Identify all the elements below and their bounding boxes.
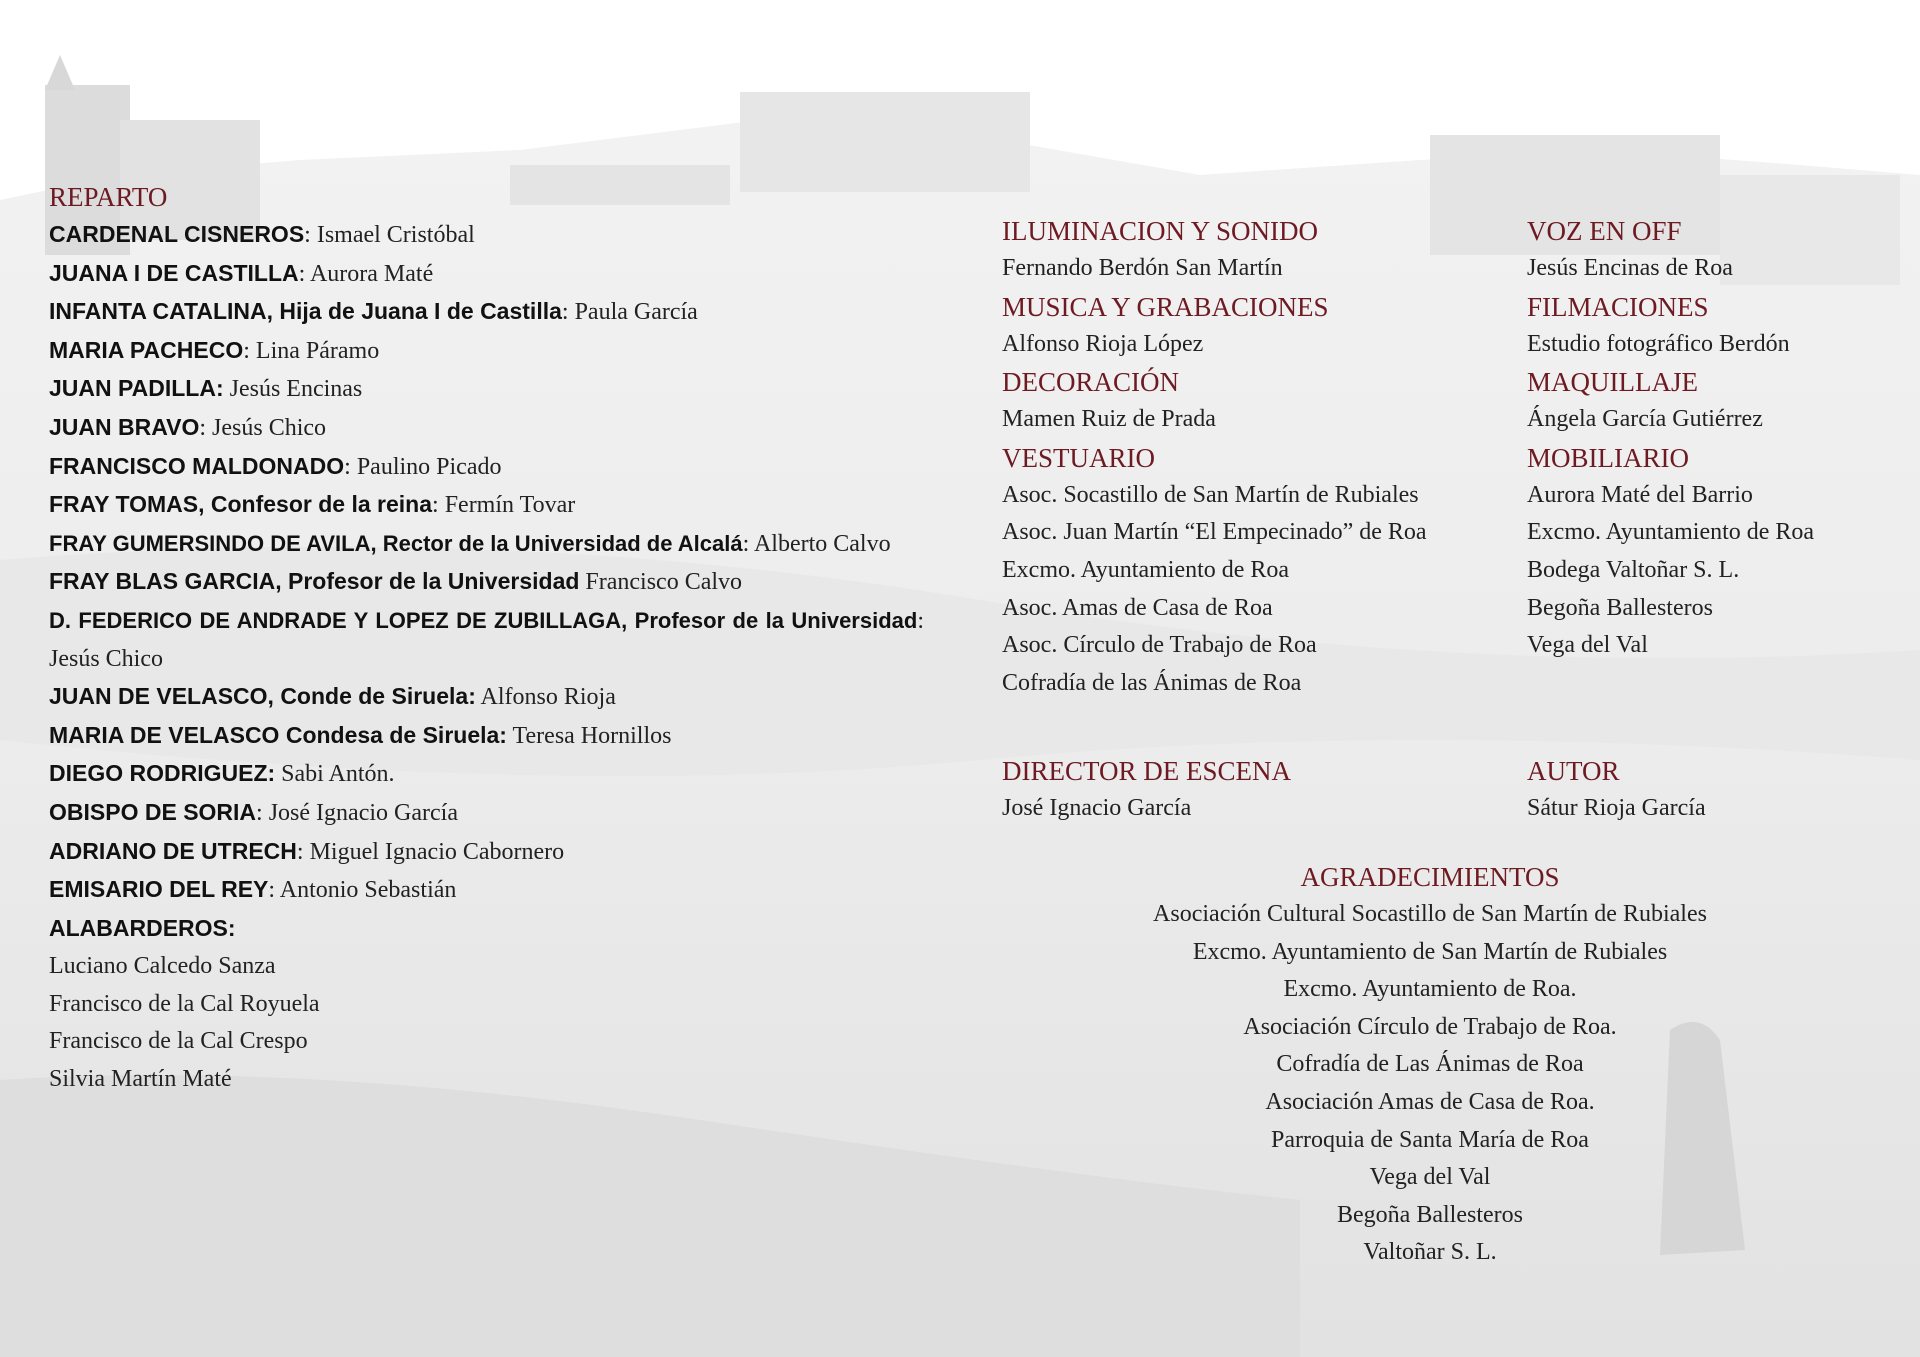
credit-line: Ángela García Gutiérrez <box>1527 406 1763 433</box>
director-heading: DIRECTOR DE ESCENA <box>1002 756 1292 786</box>
section-heading: FILMACIONES <box>1527 291 1709 322</box>
credits-right-column <box>1527 212 1907 665</box>
credit-line: Asoc. Círculo de Trabajo de Roa <box>1002 632 1317 659</box>
credit-line: Cofradía de las Ánimas de Roa <box>1002 669 1302 696</box>
agradecimiento-line: Valtoñar S. L. <box>1363 1239 1497 1266</box>
section-heading: MUSICA Y GRABACIONES <box>1002 291 1329 322</box>
cast-line: ADRIANO DE UTRECH: Miguel Ignacio Cabornero <box>49 837 565 865</box>
cast-line: JUAN PADILLA: Jesús Encinas <box>49 375 363 403</box>
credit-line: Aurora Maté del Barrio <box>1527 481 1753 508</box>
agradecimiento-line: Parroquia de Santa María de Roa <box>1271 1126 1589 1153</box>
agradecimientos-heading: AGRADECIMIENTOS <box>1300 862 1560 892</box>
reparto-column <box>49 178 929 1099</box>
alabardero-name: Francisco de la Cal Crespo <box>49 1028 308 1055</box>
cast-line: MARIA DE VELASCO Condesa de Siruela: Teresa Hornillos <box>49 721 672 749</box>
agradecimiento-line: Excmo. Ayuntamiento de Roa. <box>1283 976 1577 1003</box>
credits-middle-column <box>1002 212 1502 702</box>
agradecimiento-line: Vega del Val <box>1369 1164 1491 1191</box>
section-heading: MAQUILLAJE <box>1527 367 1698 398</box>
agradecimiento-line: Cofradía de Las Ánimas de Roa <box>1276 1051 1584 1078</box>
cast-line: JUANA I DE CASTILLA: Aurora Maté <box>49 259 434 287</box>
agradecimiento-line: Asociación Cultural Socastillo de San Martín de Rubiales <box>1153 901 1707 927</box>
credit-line: Bodega Valtoñar S. L. <box>1527 556 1740 583</box>
cast-line: DIEGO RODRIGUEZ: Sabi Antón. <box>49 760 395 788</box>
alabardero-name: Luciano Calcedo Sanza <box>49 953 276 980</box>
autor-heading: AUTOR <box>1527 756 1620 786</box>
cast-line: MARIA PACHECO: Lina Páramo <box>49 336 380 364</box>
director-name: José Ignacio García <box>1002 795 1192 821</box>
credit-line: Excmo. Ayuntamiento de Roa <box>1527 519 1815 546</box>
cast-line: FRAY GUMERSINDO DE AVILA, Rector de la Universidad de Alcalá: Alberto Calvo <box>49 530 891 557</box>
section-heading: ILUMINACION Y SONIDO <box>1002 216 1318 246</box>
autor-block <box>1527 752 1907 828</box>
section-heading: VOZ EN OFF <box>1527 216 1682 246</box>
credit-line: Asoc. Amas de Casa de Roa <box>1002 594 1273 621</box>
alabardero-name: Francisco de la Cal Royuela <box>49 990 320 1017</box>
cast-line: D. FEDERICO DE ANDRADE Y LOPEZ DE ZUBILLAGA, Profesor de la Universidad: Jesús Chico <box>49 607 924 672</box>
credit-line: Fernando Berdón San Martín <box>1002 255 1283 281</box>
cast-line: CARDENAL CISNEROS: Ismael Cristóbal <box>49 221 475 248</box>
autor-name: Sátur Rioja García <box>1527 795 1706 821</box>
cast-line: FRAY BLAS GARCIA, Profesor de la Universidad Francisco Calvo <box>49 568 743 596</box>
credit-line: Excmo. Ayuntamiento de Roa <box>1002 556 1290 583</box>
cast-line: JUAN DE VELASCO, Conde de Siruela: Alfonso Rioja <box>49 683 616 711</box>
credit-line: Asoc. Juan Martín “El Empecinado” de Roa <box>1002 519 1427 546</box>
section-heading: VESTUARIO <box>1002 442 1155 473</box>
cast-line: OBISPO DE SORIA: José Ignacio García <box>49 798 458 826</box>
cast-line: INFANTA CATALINA, Hija de Juana I de Castilla: Paula García <box>49 298 698 326</box>
reparto-heading: REPARTO <box>49 182 168 212</box>
credit-line: Alfonso Rioja López <box>1002 330 1204 357</box>
cast-line: EMISARIO DEL REY: Antonio Sebastián <box>49 876 457 904</box>
agradecimiento-line: Asociación Círculo de Trabajo de Roa. <box>1243 1013 1617 1040</box>
alabardero-name: Silvia Martín Maté <box>49 1066 232 1093</box>
credit-line: Estudio fotográfico Berdón <box>1527 330 1790 357</box>
cast-line: FRAY TOMAS, Confesor de la reina: Fermín Tovar <box>49 491 576 519</box>
cast-line: FRANCISCO MALDONADO: Paulino Picado <box>49 452 502 480</box>
agradecimiento-line: Excmo. Ayuntamiento de San Martín de Rubiales <box>1192 938 1668 965</box>
credit-line: Asoc. Socastillo de San Martín de Rubiales <box>1002 481 1419 508</box>
credit-line: Vega del Val <box>1527 632 1648 659</box>
section-heading: MOBILIARIO <box>1527 442 1689 473</box>
agradecimiento-line: Begoña Ballesteros <box>1337 1201 1523 1228</box>
agradecimientos-block <box>1000 858 1860 1272</box>
credit-line: Mamen Ruiz de Prada <box>1002 406 1216 433</box>
credit-line: Jesús Encinas de Roa <box>1527 255 1733 281</box>
director-block <box>1002 752 1502 828</box>
cast-line: JUAN BRAVO: Jesús Chico <box>49 413 327 441</box>
credit-line: Begoña Ballesteros <box>1527 594 1713 621</box>
cast-line: ALABARDEROS: <box>49 914 236 941</box>
agradecimiento-line: Asociación Amas de Casa de Roa. <box>1265 1088 1595 1115</box>
section-heading: DECORACIÓN <box>1002 367 1180 398</box>
